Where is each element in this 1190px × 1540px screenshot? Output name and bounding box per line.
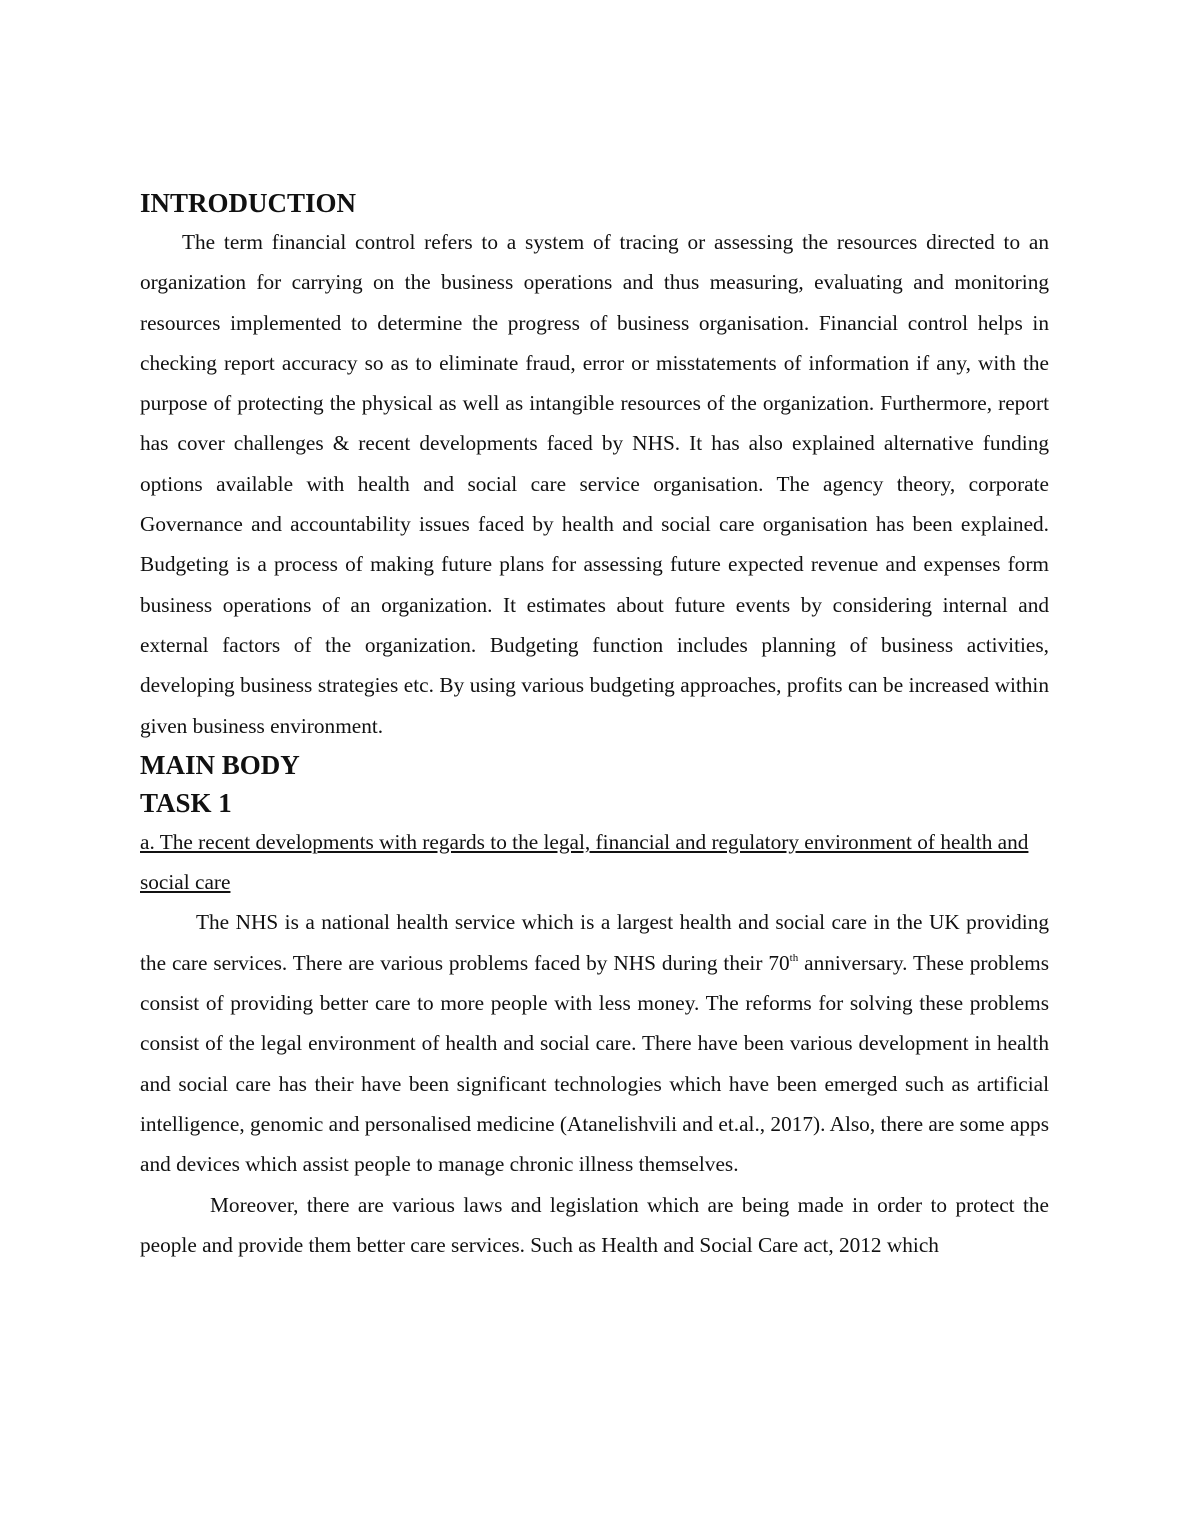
nhs-paragraph-text-2: anniversary. These problems consist of providing better care to more people with less money. The reforms for solving these problems consist of the legal environment of health and social care. There have been various development in health and social care has their have been significant technologies which have been emerged such as artificial intelligence, genomic and personalised medicine (Atanelishvili and et.al., 2017). Also, there are some apps and devices which assist people to manage chronic illness themselves. xyxy=(140,950,1050,1177)
ordinal-superscript: th xyxy=(789,951,799,964)
main-body-heading: MAIN BODY xyxy=(140,749,300,780)
legislation-paragraph: Moreover, there are various laws and legislation which are being made in order to protect the people and provide them better care services. Such as Health and Social Care act, 2012 which xyxy=(140,1192,1049,1257)
nhs-paragraph-text-1: The NHS is a national health service which is a largest health and social care in the UK providing the care services. There are various problems faced by NHS during their 70 xyxy=(140,910,1049,975)
nhs-paragraph xyxy=(140,902,1049,1184)
task-1a-subheading: a. The recent developments with regards to the legal, financial and regulatory environment of health and social care xyxy=(140,829,1029,895)
introduction-paragraph: The term financial control refers to a system of tracing or assessing the resources directed to an organization for carrying on the business operations and thus measuring, evaluating and monitoring resources implemented to determine the progress of business organisation. Financial control helps in checking report accuracy so as to eliminate fraud, error or misstatements of information if any, with the purpose of protecting the physical as well as intangible resources of the organization. Furthermore, report has cover challenges & recent developments faced by NHS. It has also explained alternative funding options available with health and social care service organisation. The agency theory, corporate Governance and accountability issues faced by health and social care organisation has been explained. Budgeting is a process of making future plans for assessing future expected revenue and expenses form business operations of an organization. It estimates about future events by considering internal and external factors of the organization. Budgeting function includes planning of business activities, developing business strategies etc. By using various budgeting approaches, profits can be increased within given business environment. xyxy=(140,230,1049,738)
introduction-heading: INTRODUCTION xyxy=(140,188,357,218)
task-1-heading: TASK 1 xyxy=(140,787,232,818)
document-page xyxy=(140,184,1049,1265)
